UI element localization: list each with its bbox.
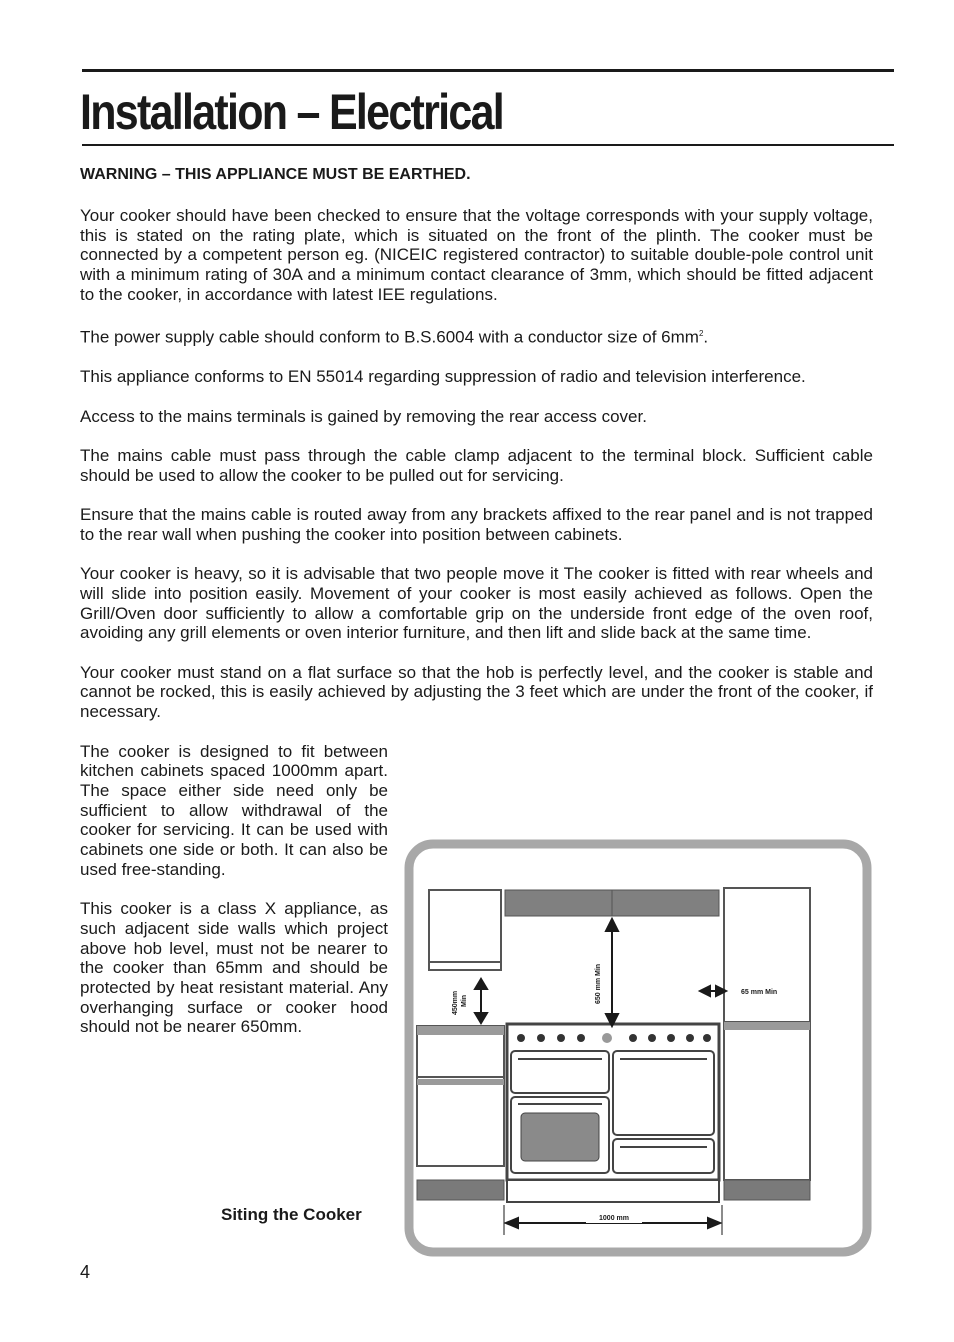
- title-underline: [82, 144, 894, 146]
- paragraph-access: Access to the mains terminals is gained by removing the rear access cover.: [80, 406, 647, 426]
- paragraph-moving: Your cooker is heavy, so it is advisable that two people move it The cooker is fitted with rear wheels and will slide into position easily. Movement of your cooker is most easily achieved as follows. Open the Grill/Oven door sufficiently to allow a comfortable grip on the underside front edge of the oven roof, avoiding any grill elements or oven interior furniture, and then lift and slide back at the same time.: [80, 564, 873, 643]
- storage-drawer: [613, 1139, 714, 1173]
- paragraph-voltage: Your cooker should have been checked to ensure that the voltage corresponds with your supply voltage, this is stated on the rating plate, which is situated on the front of the plinth. The cooker must be connected by a competent person eg. (NICEIC registered contractor) to suitable double-pole control unit with a minimum rating of 30A and a minimum contact clearance of 3mm, which should be fitted adjacent to the cooker, in accordance with latest IEE regulations.: [80, 206, 873, 304]
- hood-cabinet-right: [612, 890, 719, 916]
- cooker-plinth: [507, 1180, 719, 1202]
- page-number: 4: [80, 1262, 91, 1282]
- period: .: [703, 327, 709, 347]
- dimension-min-label: Min: [461, 994, 468, 1007]
- left-base-cabinet: [417, 1026, 504, 1166]
- paragraph-level: Your cooker must stand on a flat surface so that the hob is perfectly level, and the cooker is stable and cannot be rocked, this is easily achieved by adjusting the 3 feet which are under the front of the cooker, if necessary.: [80, 662, 873, 722]
- grill-door: [511, 1051, 609, 1093]
- paragraph-cable: [80, 324, 873, 347]
- superscript-2: 2: [698, 329, 704, 339]
- right-tall-cabinet: [724, 888, 810, 1022]
- dimension-1000-label: 1000 mm: [599, 1215, 629, 1222]
- paragraph-routing: Ensure that the mains cable is routed away from any brackets affixed to the rear panel and is not trapped to the rear wall when pushing the cooker into position between cabinets.: [80, 505, 873, 544]
- right-base-cabinet: [724, 1022, 810, 1180]
- hood-cabinet-left: [505, 890, 612, 916]
- right-plinth: [724, 1180, 810, 1200]
- paragraph-cable-clamp: The mains cable must pass through the cable clamp adjacent to the terminal block. Sufficient cable should be used to allow the cooker to be pulled out for servicing.: [80, 446, 873, 485]
- left-plinth: [417, 1180, 504, 1200]
- cable-spec-text: The power supply cable should conform to B.S.6004 with a conductor size of 6mm: [80, 327, 699, 347]
- paragraph-cabinets: The cooker is designed to fit between kitchen cabinets spaced 1000mm apart. The space either side need only be sufficient to allow withdrawal of the cooker for servicing. It can be used with cabinets one side or both. It can also be used free-standing.: [80, 741, 388, 879]
- left-wall-cabinet: [429, 890, 501, 970]
- paragraph-en55014: This appliance conforms to EN 55014 regarding suppression of radio and television interference.: [80, 367, 806, 387]
- dimension-650-label: 650 mm Min: [595, 963, 602, 1004]
- figure-caption: Siting the Cooker: [221, 1205, 362, 1224]
- top-rule: [82, 69, 894, 72]
- dimension-65-label: 65 mm Min: [741, 989, 778, 996]
- earthing-warning: WARNING – THIS APPLIANCE MUST BE EARTHED.: [80, 166, 471, 183]
- right-oven-door: [613, 1051, 714, 1135]
- oven-window: [521, 1113, 599, 1161]
- page-title: Installation – Electrical: [80, 84, 504, 140]
- siting-diagram: [404, 839, 872, 1257]
- paragraph-class-x: This cooker is a class X appliance, as such adjacent side walls which project above hob level, must not be nearer to the cooker than 65mm and should be protected by heat resistant material. Any overhanging surface or cooker hood should not be nearer 650mm.: [80, 899, 388, 1037]
- dimension-450-label: 450mm: [452, 990, 459, 1015]
